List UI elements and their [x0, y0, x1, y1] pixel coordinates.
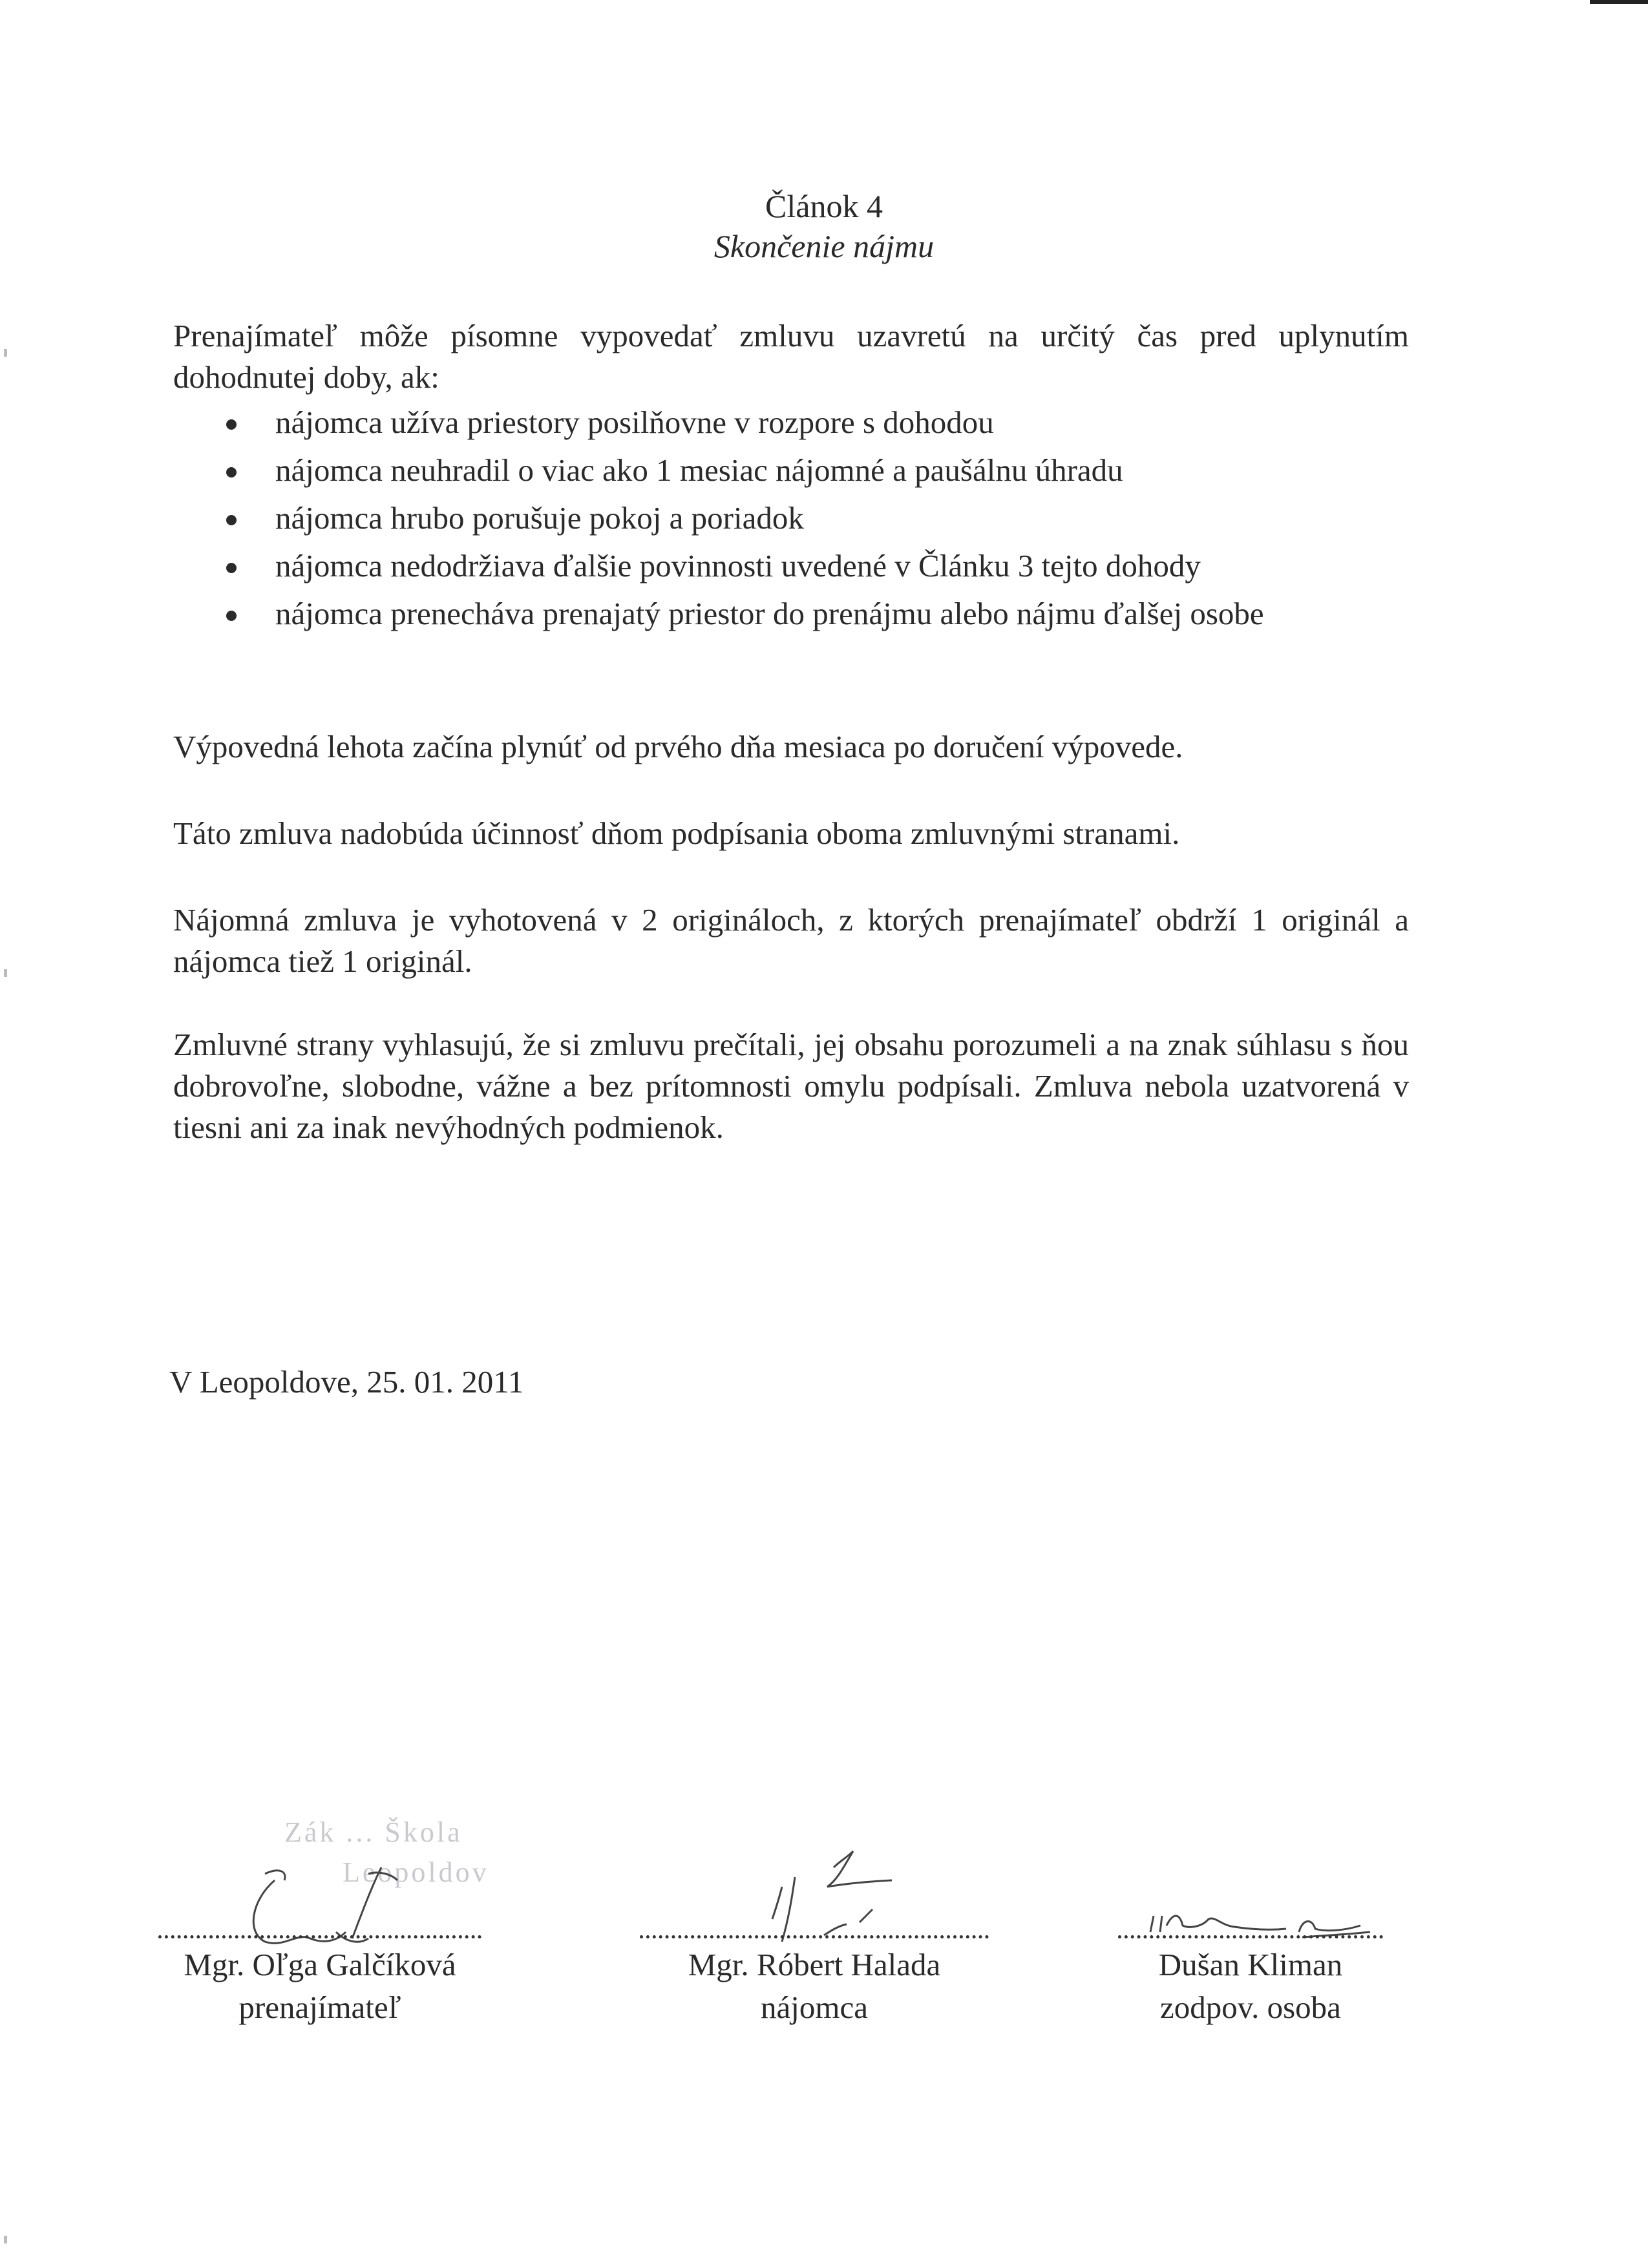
list-item: nájomca hrubo porušuje pokoj a poriadok [220, 498, 1409, 539]
declaration-paragraph: Zmluvné strany vyhlasujú, že si zmluvu prečítali, jej obsahu porozumeli a na znak súhlasu s ňou dobrovoľne, slobodne, vážne a bez prítomnosti omylu podpísali. Zmluva nebola uzatvorená v tiesni ani za inak nevýhodných podmienok. [173, 1027, 1409, 1145]
list-item: nájomca nedodržiava ďalšie povinnosti uvedené v Článku 3 tejto dohody [220, 545, 1409, 587]
scan-edge-mark [4, 349, 7, 357]
signatory-role: prenajímateľ [238, 1990, 401, 2025]
signatory-name: Mgr. Róbert Halada [688, 1947, 941, 1982]
bullet-icon [226, 467, 237, 478]
list-item: nájomca užíva priestory posilňovne v rozpore s dohodou [220, 402, 1409, 443]
notice-period-paragraph: Výpovedná lehota začína plynúť od prvého dňa mesiaca po doručení výpovede. [173, 729, 1183, 764]
list-item: nájomca neuhradil o viac ako 1 mesiac nájomné a paušálnu úhradu [220, 450, 1409, 491]
termination-reasons-list [220, 402, 1409, 641]
place-and-date: V Leopoldove, 25. 01. 2011 [169, 1364, 524, 1400]
originals-paragraph: Nájomná zmluva je vyhotovená v 2 origináloch, z ktorých prenajímateľ obdrží 1 originál a nájomca tiež 1 originál. [173, 902, 1409, 979]
scan-edge-mark [4, 2236, 7, 2243]
bullet-icon [226, 515, 237, 525]
stamp-line: Zák ... Škola [284, 1816, 463, 1848]
scan-corner-mark [1590, 0, 1648, 4]
effectiveness-paragraph: Táto zmluva nadobúda účinnosť dňom podpísania oboma zmluvnými stranami. [173, 815, 1180, 851]
stamp-line: Leopoldov [343, 1856, 489, 1888]
signature-block-landlord [158, 1906, 481, 2029]
signatory-name: Mgr. Oľga Galčíková [184, 1947, 456, 1982]
signature-block-tenant [640, 1906, 989, 2029]
signature-line [1118, 1916, 1383, 1938]
scan-edge-mark [4, 969, 7, 977]
bullet-icon [226, 419, 237, 430]
article-number: Článok 4 [765, 188, 883, 224]
intro-paragraph: Prenajímateľ môže písomne vypovedať zmluvu uzavretú na určitý čas pred uplynutím dohodnutej doby, ak: [173, 318, 1409, 395]
signature-line [640, 1906, 989, 1938]
signature-line [158, 1906, 481, 1938]
bullet-icon [226, 563, 237, 573]
bullet-icon [226, 611, 237, 621]
article-title: Skončenie nájmu [713, 228, 935, 264]
signatory-name: Dušan Kliman [1158, 1947, 1343, 1982]
signatory-role: zodpov. osoba [1160, 1990, 1341, 2025]
signature-block-responsible [1118, 1916, 1383, 2029]
list-item: nájomca prenecháva prenajatý priestor do prenájmu alebo nájmu ďalšej osobe [220, 593, 1409, 635]
signatory-role: nájomca [761, 1990, 868, 2025]
